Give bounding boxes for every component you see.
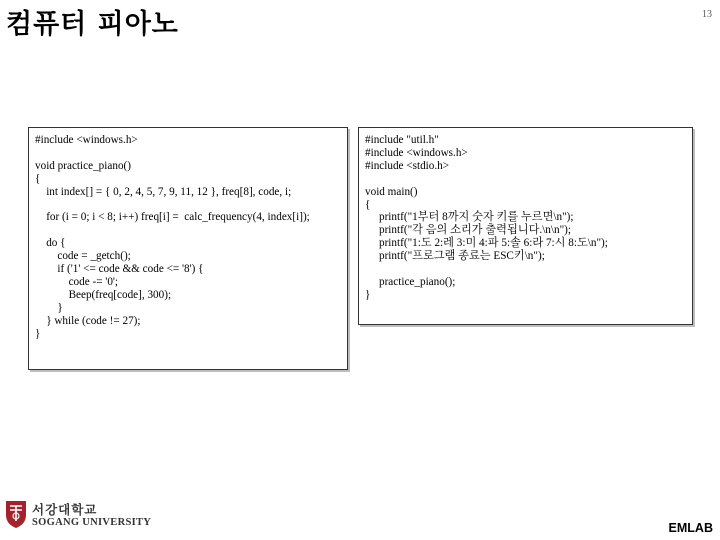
code-line: } [35, 301, 63, 314]
code-line: #include "util.h" [365, 134, 439, 146]
code-line: { [365, 198, 371, 211]
logo-english-name: SOGANG UNIVERSITY [32, 517, 152, 528]
code-line: printf("1:도 2:레 3:미 4:파 5:솔 6:라 7:시 8:도\n"); [365, 237, 608, 250]
code-line: int index[] = { 0, 2, 4, 5, 7, 9, 11, 12 }, freq[8], code, i; [35, 185, 292, 198]
code-line: printf("각 음의 소리가 출력됩니다.\n\n"); [365, 224, 572, 237]
university-logo [4, 499, 152, 533]
page-number: 13 [702, 9, 712, 20]
code-line: Beep(freq[code], 300); [35, 288, 172, 301]
code-line: code -= '0'; [35, 275, 119, 288]
code-line: #include <stdio.h> [365, 159, 450, 172]
logo-korean-name: 서강대학교 [32, 502, 98, 517]
code-line: practice_piano(); [365, 275, 456, 288]
main-code-box [358, 127, 693, 325]
slide-title: 컴퓨터 피아노 [6, 9, 179, 40]
code-line: if ('1' <= code && code <= '8') { [35, 263, 204, 276]
lab-brand: EMLAB [668, 521, 713, 535]
practice-piano-code [29, 128, 347, 341]
code-line: void practice_piano() [35, 159, 131, 172]
code-line: do { [35, 237, 66, 250]
code-line: void main() [365, 185, 418, 198]
code-line: printf("프로그램 종료는 ESC키\n"); [365, 250, 545, 263]
code-line: } while (code != 27); [35, 314, 141, 327]
main-code [359, 128, 692, 302]
code-line: } [365, 288, 371, 301]
code-line: #include <windows.h> [35, 134, 138, 146]
code-line: { [35, 172, 41, 185]
code-line: } [35, 327, 41, 340]
code-line: #include <windows.h> [365, 146, 468, 159]
crest-icon [4, 499, 28, 529]
code-line: code = _getch(); [35, 250, 131, 263]
code-line: for (i = 0; i < 8; i++) freq[i] = calc_frequency(4, index[i]); [35, 211, 310, 224]
practice-piano-code-box [28, 127, 348, 370]
code-line: printf("1부터 8까지 숫자 키를 누르면\n"); [365, 211, 574, 224]
